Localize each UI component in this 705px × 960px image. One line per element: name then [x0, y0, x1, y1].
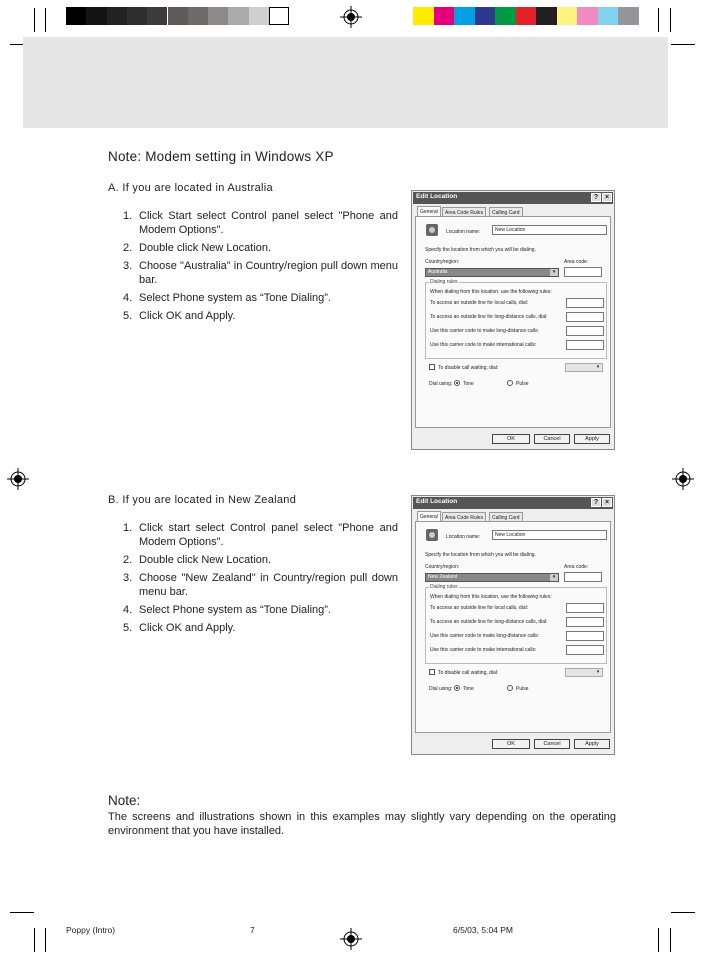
gray-swatch: [86, 7, 106, 25]
color-swatch: [618, 7, 639, 25]
crop-mark: [670, 928, 671, 952]
color-swatch: [434, 7, 455, 25]
location-name-field[interactable]: New Location: [492, 225, 607, 235]
rule-field[interactable]: [566, 326, 604, 336]
chevron-down-icon: ▾: [550, 269, 558, 276]
cancel-button[interactable]: Cancel: [534, 739, 570, 749]
tab-calling-card[interactable]: Calling Card: [489, 207, 523, 217]
country-label: Country/region:: [425, 564, 460, 570]
disable-call-waiting-checkbox[interactable]: [429, 669, 435, 675]
dialing-rules-group: [425, 279, 607, 359]
list-item: 4. Select Phone system as “Tone Dialing”.: [123, 604, 331, 616]
chevron-down-icon: ▾: [550, 574, 558, 581]
list-item: 2. Double click New Location.: [123, 242, 272, 254]
crop-mark: [671, 912, 695, 913]
list-item: 3. Choose "New Zealand" in Country/region pull down menu bar.: [123, 572, 398, 598]
area-code-label: Area code:: [564, 564, 589, 570]
disable-call-waiting-label: To disable call waiting, dial:: [438, 365, 499, 371]
help-button[interactable]: ?: [591, 498, 601, 507]
list-item: 2. Double click New Location.: [123, 554, 272, 566]
country-select[interactable]: New Zealand ▾: [425, 573, 559, 582]
rule-label: To access an outside line for local calls, dial:: [430, 300, 529, 306]
list-item: 5. Click OK and Apply.: [123, 310, 236, 322]
call-waiting-select[interactable]: [565, 363, 603, 372]
dialing-rules-intro: When dialing from this location, use the following rules:: [430, 594, 552, 600]
dialog-titlebar: [413, 497, 613, 509]
location-name-field[interactable]: New Location: [492, 530, 607, 540]
location-icon: [426, 224, 438, 236]
help-button[interactable]: ?: [591, 193, 601, 202]
rule-field[interactable]: [566, 340, 604, 350]
chevron-down-icon: ▾: [594, 364, 602, 371]
apply-button[interactable]: Apply: [574, 739, 610, 749]
section-b-steps: [108, 521, 398, 639]
disable-call-waiting-checkbox[interactable]: [429, 364, 435, 370]
crop-mark: [45, 8, 46, 32]
list-item: 5. Click OK and Apply.: [123, 622, 236, 634]
color-swatch: [495, 7, 516, 25]
gray-swatch: [188, 7, 208, 25]
tab-calling-card[interactable]: Calling Card: [489, 512, 523, 522]
pulse-label: Pulse: [516, 381, 529, 387]
color-swatch: [475, 7, 496, 25]
gray-swatch: [127, 7, 147, 25]
list-item: 1. Click Start select Control panel select "Phone and Modem Options".: [123, 210, 398, 236]
dialing-rules-legend: Dialing rules: [430, 279, 458, 285]
ok-button[interactable]: OK: [492, 739, 530, 749]
rule-label: Use this carrier code to make international calls:: [430, 342, 537, 348]
location-icon: [426, 529, 438, 541]
close-button[interactable]: ×: [602, 498, 612, 507]
section-a-steps: [108, 209, 398, 327]
edit-location-dialog-new-zealand: [411, 495, 615, 755]
pulse-radio[interactable]: [507, 685, 513, 691]
color-swatch: [557, 7, 578, 25]
close-button[interactable]: ×: [602, 193, 612, 202]
gray-swatch: [249, 7, 269, 25]
gray-swatch: [147, 7, 167, 25]
color-swatch: [413, 7, 434, 25]
dialing-rules-intro: When dialing from this location, use the following rules:: [430, 289, 552, 295]
specify-text: Specify the location from which you will be dialing.: [425, 552, 536, 558]
rule-field[interactable]: [566, 631, 604, 641]
crop-mark: [34, 8, 35, 32]
pulse-radio[interactable]: [507, 380, 513, 386]
pulse-label: Pulse: [516, 686, 529, 692]
registration-mark-icon: [672, 468, 694, 490]
tab-general[interactable]: General: [417, 511, 441, 522]
tone-label: Tone: [463, 686, 474, 692]
rule-label: To access an outside line for long-distance calls, dial:: [430, 619, 548, 625]
note-text: The screens and illustrations shown in this examples may slightly vary depending on the operating environment that you have installed.: [108, 811, 616, 837]
list-item: 4. Select Phone system as “Tone Dialing”.: [123, 292, 331, 304]
rule-field[interactable]: [566, 298, 604, 308]
section-b-title: B. If you are located in New Zealand: [108, 494, 297, 506]
general-panel: [415, 521, 611, 733]
specify-text: Specify the location from which you will be dialing.: [425, 247, 536, 253]
rule-field[interactable]: [566, 617, 604, 627]
tone-radio[interactable]: [454, 380, 460, 386]
disable-call-waiting-label: To disable call waiting, dial:: [438, 670, 499, 676]
section-a-title: A. If you are located in Australia: [108, 182, 273, 194]
location-name-label: Location name:: [446, 229, 481, 235]
gray-swatch: [269, 7, 289, 25]
rule-label: To access an outside line for local calls, dial:: [430, 605, 529, 611]
call-waiting-select[interactable]: [565, 668, 603, 677]
tab-area-code-rules[interactable]: Area Code Rules: [442, 207, 486, 217]
edit-location-dialog-australia: [411, 190, 615, 450]
list-item: 1. Click start select Control panel select "Phone and Modem Options".: [123, 522, 398, 548]
area-code-field[interactable]: [564, 572, 602, 582]
color-swatch: [577, 7, 598, 25]
chevron-down-icon: ▾: [594, 669, 602, 676]
tab-area-code-rules[interactable]: Area Code Rules: [442, 512, 486, 522]
rule-field[interactable]: [566, 645, 604, 655]
rule-label: Use this carrier code to make long-distance calls:: [430, 328, 539, 334]
footer-page-number: 7: [250, 925, 255, 935]
registration-mark-icon: [7, 468, 29, 490]
header-band: [23, 37, 668, 128]
rule-label: Use this carrier code to make long-distance calls:: [430, 633, 539, 639]
crop-mark: [671, 44, 695, 45]
footer-left: Poppy (Intro): [66, 925, 116, 935]
dial-using-label: Dial using:: [429, 686, 453, 692]
gray-swatch: [107, 7, 127, 25]
apply-button[interactable]: Apply: [574, 434, 610, 444]
color-swatch: [516, 7, 537, 25]
rule-label: Use this carrier code to make international calls:: [430, 647, 537, 653]
country-select[interactable]: Australia ▾: [425, 268, 559, 277]
tone-radio[interactable]: [454, 685, 460, 691]
country-label: Country/region:: [425, 259, 460, 265]
crop-mark: [10, 912, 34, 913]
tone-label: Tone: [463, 381, 474, 387]
dialog-title: Edit Location: [416, 193, 458, 200]
gray-swatch: [66, 7, 86, 25]
dialog-titlebar: [413, 192, 613, 204]
crop-mark: [658, 8, 659, 32]
location-name-label: Location name:: [446, 534, 481, 540]
rule-field[interactable]: [566, 603, 604, 613]
crop-mark: [658, 928, 659, 952]
dialing-rules-legend: Dialing rules: [430, 584, 458, 590]
area-code-label: Area code:: [564, 259, 589, 265]
rule-label: To access an outside line for long-distance calls, dial:: [430, 314, 548, 320]
crop-mark: [34, 928, 35, 952]
gray-swatch: [208, 7, 228, 25]
footer-timestamp: 6/5/03, 5:04 PM: [453, 925, 514, 935]
dialing-rules-group: [425, 584, 607, 664]
general-panel: [415, 216, 611, 428]
dialog-title: Edit Location: [416, 498, 458, 505]
registration-mark-icon: [340, 6, 362, 28]
gray-swatch: [168, 7, 188, 25]
tab-general[interactable]: General: [417, 206, 441, 217]
ok-button[interactable]: OK: [492, 434, 530, 444]
color-swatch: [598, 7, 619, 25]
color-swatch: [536, 7, 557, 25]
dial-using-label: Dial using:: [429, 381, 453, 387]
gray-swatch: [228, 7, 248, 25]
list-item: 3. Choose "Australia" in Country/region pull down menu bar.: [123, 260, 398, 286]
color-swatch: [454, 7, 475, 25]
area-code-field[interactable]: [564, 267, 602, 277]
note-title: Note:: [108, 793, 141, 808]
registration-mark-icon: [340, 928, 362, 950]
crop-mark: [45, 928, 46, 952]
page-heading: Note: Modem setting in Windows XP: [108, 149, 334, 164]
rule-field[interactable]: [566, 312, 604, 322]
crop-mark: [670, 8, 671, 32]
cancel-button[interactable]: Cancel: [534, 434, 570, 444]
